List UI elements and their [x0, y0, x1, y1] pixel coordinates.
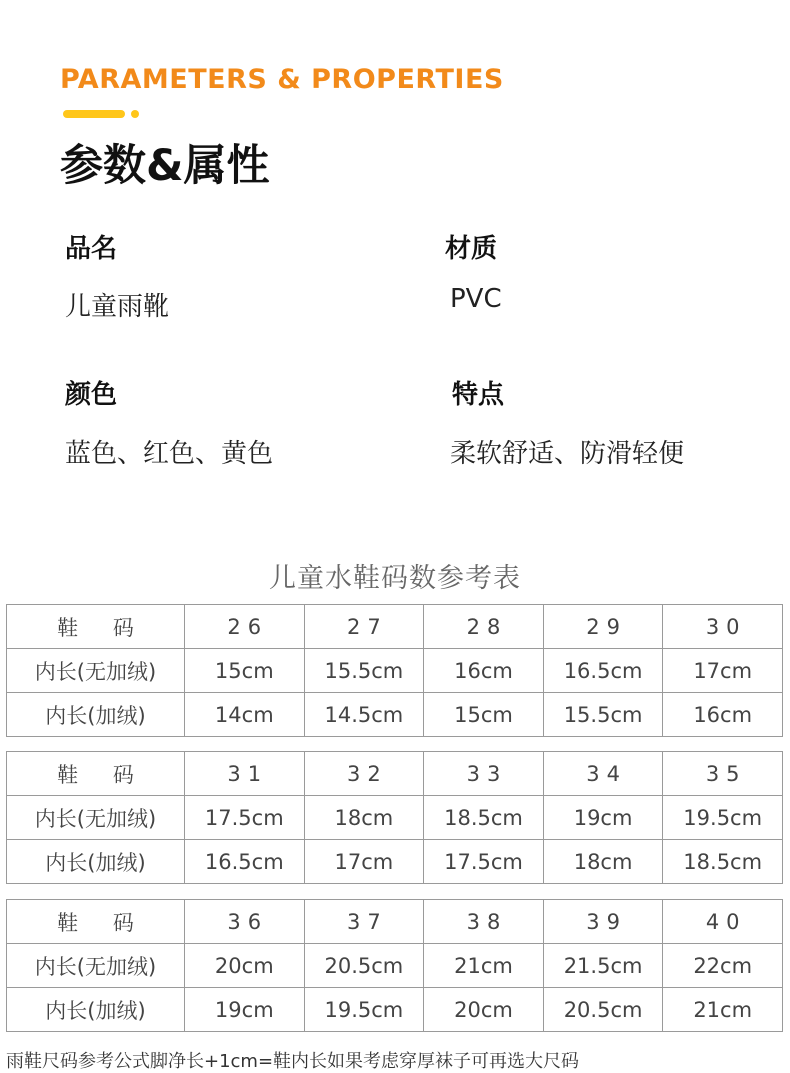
length-cell: 21cm	[424, 944, 544, 988]
material-label: 材质	[445, 234, 498, 264]
size-row-label: 鞋 码	[7, 900, 185, 944]
chinese-section-title: 参数&属性	[60, 141, 270, 191]
size-cell: 38	[424, 900, 544, 944]
size-cell: 27	[304, 605, 424, 649]
size-cell: 37	[304, 900, 424, 944]
size-formula-footnote: 雨鞋尺码参考公式脚净长+1cm=鞋内长如果考虑穿厚袜子可再选大尺码	[6, 1051, 580, 1072]
length-cell: 16cm	[424, 649, 544, 693]
length-cell: 16cm	[663, 693, 783, 737]
product-name-value: 儿童雨靴	[65, 292, 170, 322]
length-cell: 15.5cm	[543, 693, 663, 737]
title-underline-dot	[131, 110, 139, 118]
inner-length-no-fleece-row	[7, 796, 783, 840]
length-cell: 14.5cm	[304, 693, 424, 737]
length-cell: 15.5cm	[304, 649, 424, 693]
inner-length-fleece-row	[7, 988, 783, 1032]
length-cell: 19cm	[185, 988, 305, 1032]
color-label: 颜色	[65, 380, 118, 410]
size-cell: 30	[663, 605, 783, 649]
length-cell: 21.5cm	[543, 944, 663, 988]
length-cell: 15cm	[424, 693, 544, 737]
feature-value: 柔软舒适、防滑轻便	[450, 439, 685, 469]
size-cell: 32	[304, 752, 424, 796]
color-value: 蓝色、红色、黄色	[65, 439, 274, 469]
size-cell: 31	[185, 752, 305, 796]
size-cell: 35	[663, 752, 783, 796]
length-cell: 22cm	[663, 944, 783, 988]
inner-fleece-label: 内长(加绒)	[7, 988, 185, 1032]
length-cell: 19cm	[543, 796, 663, 840]
length-cell: 19.5cm	[663, 796, 783, 840]
size-cell: 39	[543, 900, 663, 944]
size-cell: 29	[543, 605, 663, 649]
inner-length-no-fleece-row	[7, 649, 783, 693]
length-cell: 16.5cm	[543, 649, 663, 693]
size-table-1	[6, 604, 783, 737]
length-cell: 18cm	[304, 796, 424, 840]
length-cell: 18.5cm	[424, 796, 544, 840]
inner-length-no-fleece-row	[7, 944, 783, 988]
length-cell: 17.5cm	[424, 840, 544, 884]
length-cell: 17cm	[304, 840, 424, 884]
size-row-label: 鞋 码	[7, 605, 185, 649]
inner-fleece-label: 内长(加绒)	[7, 693, 185, 737]
length-cell: 18.5cm	[663, 840, 783, 884]
inner-no-fleece-label: 内长(无加绒)	[7, 649, 185, 693]
length-cell: 14cm	[185, 693, 305, 737]
length-cell: 17.5cm	[185, 796, 305, 840]
inner-length-fleece-row	[7, 693, 783, 737]
english-section-title: PARAMETERS & PROPERTIES	[60, 64, 504, 95]
size-row	[7, 752, 783, 796]
feature-label: 特点	[452, 380, 505, 410]
length-cell: 20.5cm	[543, 988, 663, 1032]
size-table-2	[6, 751, 783, 884]
length-cell: 18cm	[543, 840, 663, 884]
length-cell: 15cm	[185, 649, 305, 693]
length-cell: 17cm	[663, 649, 783, 693]
size-cell: 26	[185, 605, 305, 649]
size-cell: 28	[424, 605, 544, 649]
inner-no-fleece-label: 内长(无加绒)	[7, 944, 185, 988]
length-cell: 20cm	[185, 944, 305, 988]
inner-fleece-label: 内长(加绒)	[7, 840, 185, 884]
length-cell: 20cm	[424, 988, 544, 1032]
size-cell: 34	[543, 752, 663, 796]
size-cell: 33	[424, 752, 544, 796]
inner-no-fleece-label: 内长(无加绒)	[7, 796, 185, 840]
size-cell: 40	[663, 900, 783, 944]
material-value: PVC	[450, 284, 502, 314]
length-cell: 21cm	[663, 988, 783, 1032]
size-chart-title: 儿童水鞋码数参考表	[269, 563, 521, 594]
title-underline-bar	[63, 110, 125, 118]
size-row-label: 鞋 码	[7, 752, 185, 796]
size-row	[7, 605, 783, 649]
size-row	[7, 900, 783, 944]
length-cell: 19.5cm	[304, 988, 424, 1032]
size-table-3	[6, 899, 783, 1032]
length-cell: 20.5cm	[304, 944, 424, 988]
inner-length-fleece-row	[7, 840, 783, 884]
size-cell: 36	[185, 900, 305, 944]
length-cell: 16.5cm	[185, 840, 305, 884]
product-name-label: 品名	[65, 234, 118, 264]
